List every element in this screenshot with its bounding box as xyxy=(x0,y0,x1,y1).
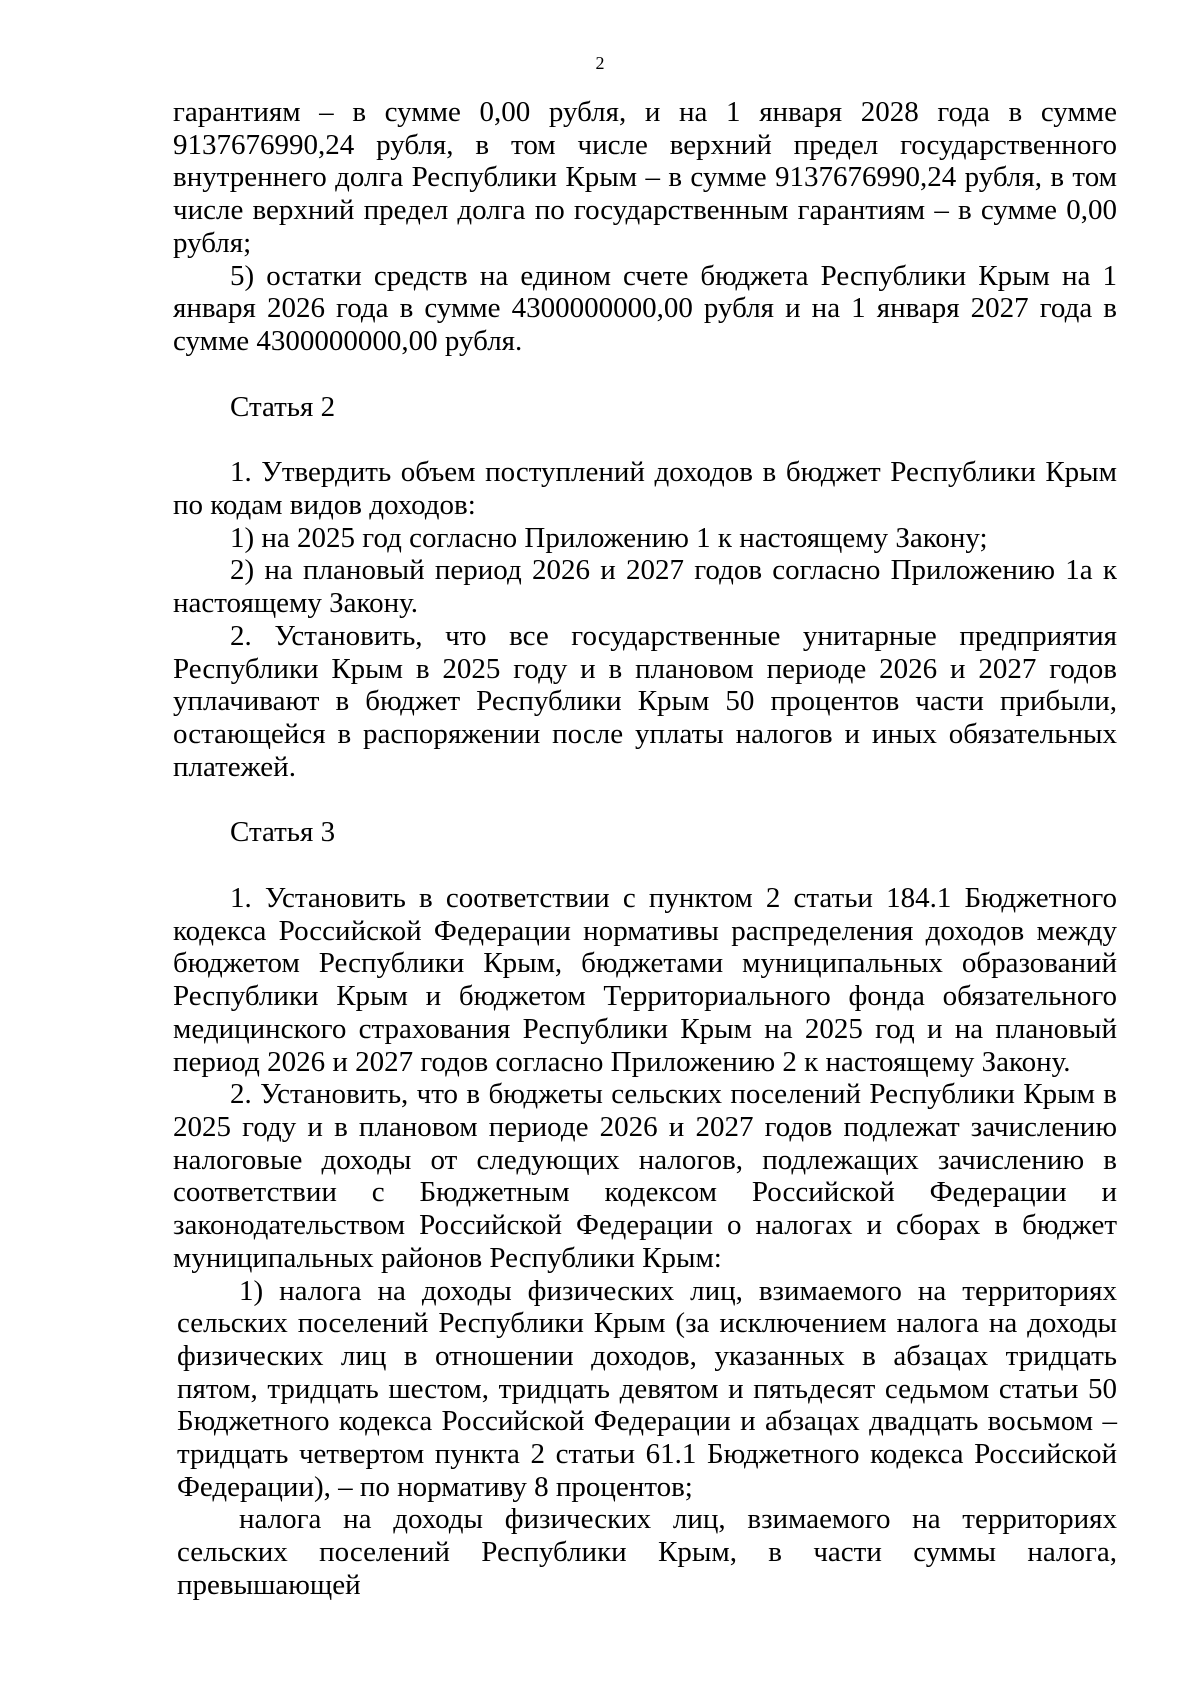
paragraph-art2-item-2: 2) на плановый период 2026 и 2027 годов согласно Приложению 1а к настоящему Закону. xyxy=(173,554,1117,620)
paragraph-debt-guarantees-continuation: гарантиям – в сумме 0,00 рубля, и на 1 января 2028 года в сумме 9137676990,24 рубля, в том числе верхний предел государственного внутреннего долга Республики Крым – в сумме 9137676990,24 рубля, в том числе верхний предел долга по государственным гарантиям – в сумме 0,00 рубля; xyxy=(173,96,1117,259)
paragraph-art2-point-1: 1. Утвердить объем поступлений доходов в бюджет Республики Крым по кодам видов доходов: xyxy=(173,456,1117,522)
paragraph-art3-point-1: 1. Установить в соответствии с пунктом 2 статьи 184.1 Бюджетного кодекса Российской Федерации нормативы распределения доходов между бюджетом Республики Крым, бюджетами муниципальных образований Республики Крым и бюджетом Территориального фонда обязательного медицинского страхования Республики Крым на 2025 год и на плановый период 2026 и 2027 годов согласно Приложению 2 к настоящему Закону. xyxy=(173,882,1117,1078)
document-body xyxy=(173,96,1117,1602)
paragraph-art3-point-2: 2. Установить, что в бюджеты сельских поселений Республики Крым в 2025 году и в плановом периоде 2026 и 2027 годов подлежат зачислению налоговые доходы от следующих налогов, подлежащих зачислению в соответствии с Бюджетным кодексом Российской Федерации и законодательством Российской Федерации о налогах и сборах в бюджет муниципальных районов Республики Крым: xyxy=(173,1078,1117,1274)
paragraph-art2-item-1: 1) на 2025 год согласно Приложению 1 к настоящему Закону; xyxy=(230,521,988,554)
paragraph-art3-item-1-continued: налога на доходы физических лиц, взимаемого на территориях сельских поселений Республики Крым, в части суммы налога, превышающей xyxy=(177,1503,1117,1601)
page-number: 2 xyxy=(595,53,605,73)
article-2-heading: Статья 2 xyxy=(230,390,336,423)
paragraph-art3-item-1: 1) налога на доходы физических лиц, взимаемого на территориях сельских поселений Республики Крым (за исключением налога на доходы физических лиц в отношении доходов, указанных в абзацах тридцать пятом, тридцать шестом, тридцать девятом и пятьдесят седьмом статьи 50 Бюджетного кодекса Российской Федерации и абзацах двадцать восьмом – тридцать четвертом пункта 2 статьи 61.1 Бюджетного кодекса Российской Федерации), – по нормативу 8 процентов; xyxy=(177,1274,1117,1503)
article-3-heading: Статья 3 xyxy=(230,816,336,849)
paragraph-art2-point-2: 2. Установить, что все государственные унитарные предприятия Республики Крым в 2025 году и в плановом периоде 2026 и 2027 годов уплачивают в бюджет Республики Крым 50 процентов части прибыли, остающейся в распоряжении после уплаты налогов и иных обязательных платежей. xyxy=(173,619,1117,783)
paragraph-item-5-account-balances: 5) остатки средств на едином счете бюджета Республики Крым на 1 января 2026 года в сумме 4300000000,00 рубля и на 1 января 2027 года в сумме 4300000000,00 рубля. xyxy=(173,259,1117,357)
